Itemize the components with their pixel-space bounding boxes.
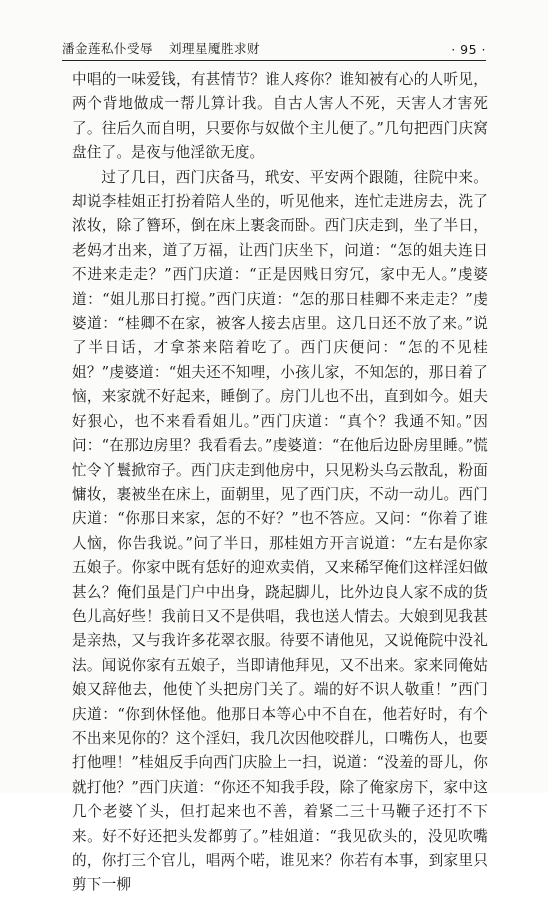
page-number: · 95 · [451, 42, 486, 57]
chapter-title-part1: 潘金莲私仆受辱 [62, 41, 154, 56]
header-rule [62, 60, 486, 61]
body-text [72, 68, 488, 898]
paragraph-2: 过了几日，西门庆备马，玳安、平安两个跟随，往院中来。却说李桂姐正打扮着陪人坐的，听见他来，连忙走进房去，洗了浓妆，除了簪环，倒在床上裹衾而卧。西门庆走到，坐了半日，老妈才出来，道了万福，让西门庆坐下，问道：“怎的姐夫连日不进来走走？”西门庆道：“正是因贱日穷冗，家中无人。”虔婆道：“姐儿那日打搅。”西门庆道：“怎的那日桂卿不来走走？”虔婆道：“桂卿不在家，被客人接去店里。这几日还不放了来。”说了半日话，才拿茶来陪着吃了。西门庆便问：“怎的不见桂姐？”虔婆道：“姐夫还不知哩，小孩儿家，不知怎的，那日着了恼，来家就不好起来，睡倒了。房门儿也不出，直到如今。姐夫好狠心，也不来看看姐儿。”西门庆道：“真个？我通不知。”因问：“在那边房里？我看看去。”虔婆道：“在他后边卧房里睡。”慌忙令丫鬟掀帘子。西门庆走到他房中，只见粉头乌云散乱，粉面慵妆，裹被坐在床上，面朝里，见了西门庆，不动一动儿。西门庆道：“你那日来家，怎的不好？”也不答应。又问：“你着了谁人恼，你告我说。”问了半日，那桂姐方开言说道：“左右是你家五娘子。你家中既有恁好的迎欢卖俏，又来稀罕俺们这样淫妇做甚么？俺们虽是门户中出身，跷起脚儿，比外边良人家不成的货色儿高好些！我前日又不是供唱，我也送人情去。大娘到见我甚是亲热，又与我许多花翠衣服。待要不请他见，又说俺院中没礼法。闻说你家有五娘子，当即请他拜见，又不出来。家来同俺姑娘又辞他去，他使丫头把房门关了。端的好不识人敬重！”西门庆道：“你到休怪他。他那日本等心中不自在，他若好时，有个不出来见你的？这个淫妇，我几次因他咬群儿，口嘴伤人，也要打他哩！”桂姐反手向西门庆脸上一扫，说道：“没羞的哥儿，你就打他？”西门庆道：“你还不知我手段，除了俺家房下，家中这几个老婆丫头，但打起来也不善，着紧二三十马鞭子还打不下来。好不好还把头发都剪了。”桂姐道：“我见砍头的，没见吹嘴的，你打三个官儿，唱两个喏，谁见来？你若有本事，到家里只剪下一柳 [72, 168, 488, 894]
running-head [62, 37, 486, 57]
paragraph-1: 中唱的一味爱钱，有甚情节？谁人疼你？谁知被有心的人听见，两个背地做成一帮儿算计我。自古人害人不死，天害人才害死了。往后久而自明，只要你与奴做个主儿便了。”几句把西门庆窝盘住了。是夜与他淫欲无度。 [72, 71, 488, 162]
chapter-title [62, 39, 260, 57]
chapter-title-part2: 刘理星魇胜求财 [169, 41, 261, 56]
